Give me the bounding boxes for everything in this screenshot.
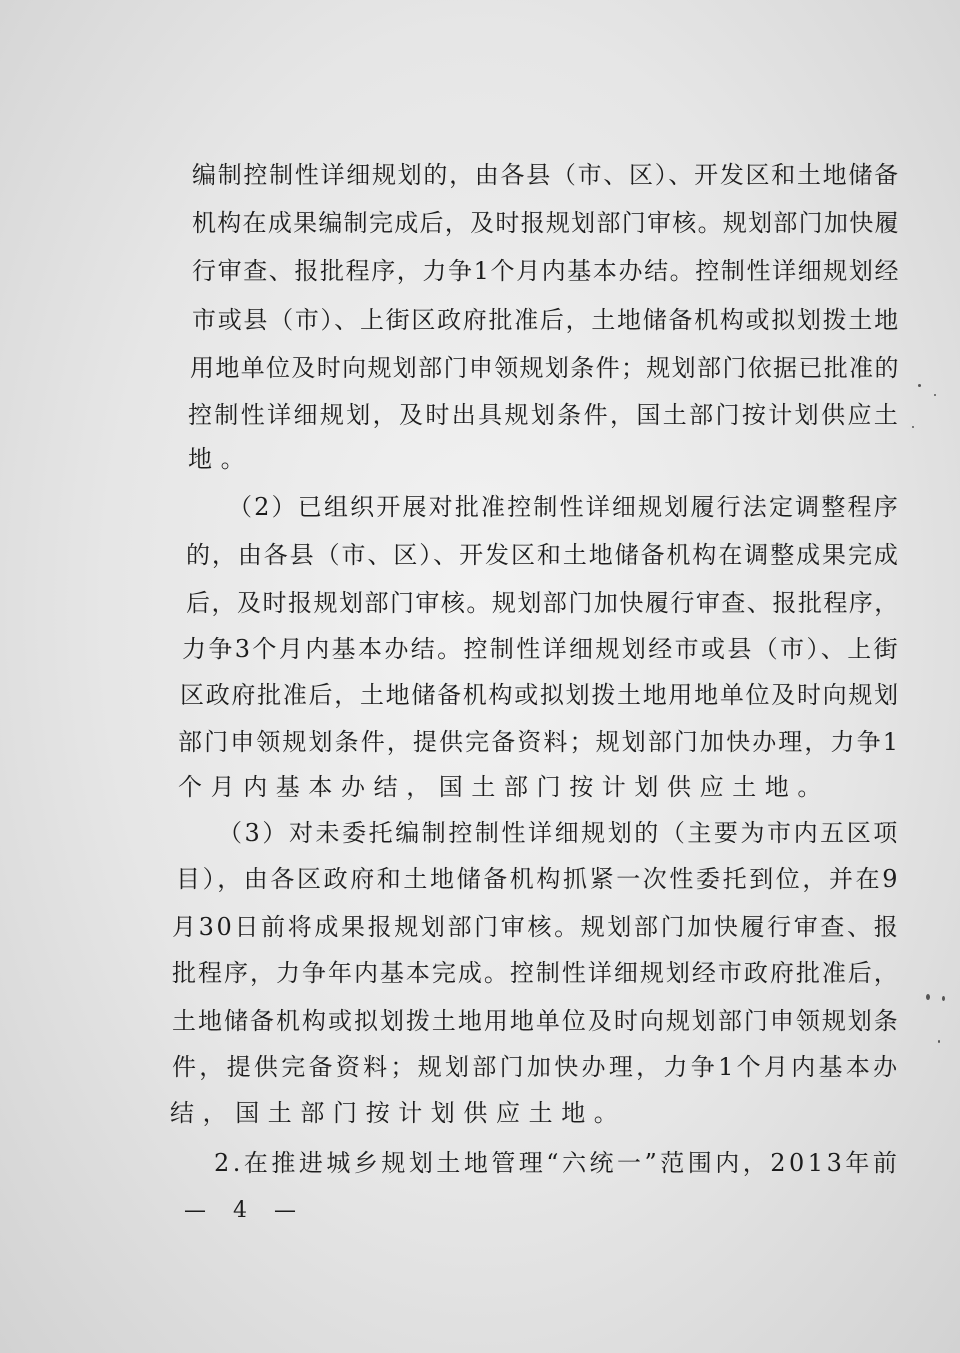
text-line: 后，及时报规划部门审核。规划部门加快履行审查、报批程序， bbox=[186, 589, 900, 617]
scan-speck bbox=[918, 384, 921, 387]
text-line: 行审查、报批程序，力争1个月内基本办结。控制性详细规划经 bbox=[192, 257, 901, 285]
scan-speck bbox=[926, 994, 930, 1000]
text-line: 个月内基本办结，国土部门按计划供应土地。 bbox=[178, 773, 830, 801]
scan-speck bbox=[942, 996, 945, 1001]
text-line: 力争3个月内基本办结。控制性详细规划经市或县（市）、上街 bbox=[182, 635, 901, 663]
page-number: — 4 — bbox=[184, 1198, 306, 1223]
paragraph-start-line: （2）已组织开展对批准控制性详细规划履行法定调整程序 bbox=[228, 493, 900, 521]
text-line: 市或县（市）、上街区政府批准后，土地储备机构或拟划拨土地 bbox=[192, 306, 900, 334]
text-line: 土地储备机构或拟划拨土地用地单位及时向规划部门申领规划条 bbox=[172, 1007, 900, 1035]
text-line: 区政府批准后，土地储备机构或拟划拨土地用地单位及时向规划 bbox=[180, 681, 900, 709]
scan-speck bbox=[934, 394, 936, 396]
text-line: 月30日前将成果报规划部门审核。规划部门加快履行审查、报 bbox=[172, 913, 901, 941]
paragraph-start-line: （3）对未委托编制控制性详细规划的（主要为市内五区项 bbox=[218, 819, 900, 847]
text-line: 控制性详细规划，及时出具规划条件，国土部门按计划供应土 bbox=[188, 401, 901, 429]
text-line: 用地单位及时向规划部门申领规划条件；规划部门依据已批准的 bbox=[190, 354, 900, 382]
text-line: 件，提供完备资料；规划部门加快办理，力争1个月内基本办 bbox=[172, 1053, 901, 1081]
scan-speck bbox=[912, 426, 914, 428]
text-line: 目），由各区政府和土地储备机构抓紧一次性委托到位，并在9 bbox=[176, 865, 901, 893]
paragraph-start-line: 2.在推进城乡规划土地管理“六统一”范围内，2013年前 bbox=[214, 1149, 901, 1177]
scan-speck bbox=[938, 1040, 940, 1043]
text-line: 的，由各县（市、区）、开发区和土地储备机构在调整成果完成 bbox=[186, 541, 900, 569]
text-line: 部门申领规划条件，提供完备资料；规划部门加快办理，力争1 bbox=[178, 728, 901, 756]
text-line: 结，国土部门按计划供应土地。 bbox=[170, 1099, 627, 1127]
text-line: 地。 bbox=[188, 445, 254, 473]
text-line: 编制控制性详细规划的，由各县（市、区）、开发区和土地储备 bbox=[192, 161, 900, 189]
text-line: 机构在成果编制完成后，及时报规划部门审核。规划部门加快履 bbox=[192, 209, 900, 237]
text-line: 批程序，力争年内基本完成。控制性详细规划经市政府批准后， bbox=[172, 959, 900, 987]
